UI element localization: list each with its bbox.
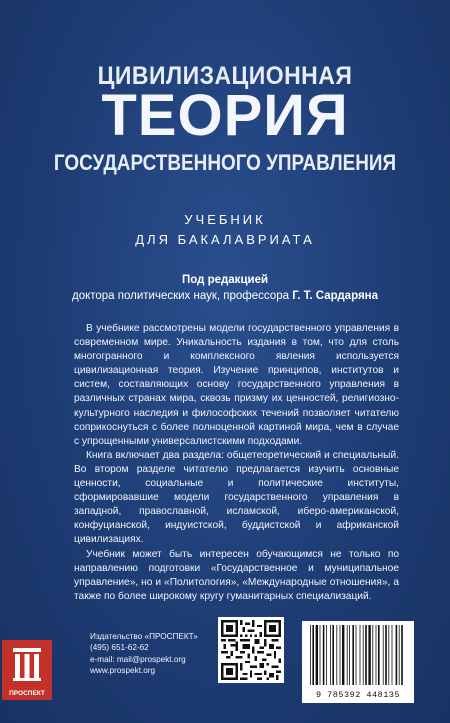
publisher-phone: (495) 651-62-62 xyxy=(90,643,149,653)
annotation-paragraph-2: Книга включает два раздела: общетеоретический и специальный. Во втором разделе читателю предлагается изучить основные ценности, социальные и политические институты, сформировавшие модели государственного управления в западной, православной, исламской, иберо-американской, конфуцианской, индуистской, буддистской и африканской цивилизациях. xyxy=(74,449,399,546)
editor-label: Под редакцией xyxy=(181,274,269,286)
qr-code xyxy=(218,617,284,683)
editor-prefix: доктора политических наук, профессора xyxy=(71,290,289,302)
barcode-digits: 9 785392 448135 xyxy=(315,690,400,700)
publisher-name: Издательство «ПРОСПЕКТ» xyxy=(90,632,198,641)
subtitle-line-2: ДЛЯ БАКАЛАВРИАТА xyxy=(135,232,315,247)
subtitle-line-1: УЧЕБНИК xyxy=(184,212,266,227)
editor-credit xyxy=(0,290,450,302)
publisher-email: e-mail: mail@prospekt.org xyxy=(90,654,186,664)
annotation-paragraph-1: В учебнике рассмотрены модели государственного управления в современном мире. Уникальность издания в том, что для столь многогранного и комплексного явления используется цивилизационная теория. Изучение принципов, институтов и систем, составляющих основу государственного управления в различных странах мира, сквозь призму их ценностей, религиозно-культурного наследия и философских течений позволяет читателю соприкоснуться с более полноценной картиной мира, чем в случае с упрощенными универсалистскими подходами. xyxy=(74,323,399,447)
isbn-barcode xyxy=(302,621,414,703)
title-line-3: ГОСУДАРСТВЕННОГО УПРАВЛЕНИЯ xyxy=(53,150,397,175)
title-line-2: ТЕОРИЯ xyxy=(101,83,349,148)
logo-text: ПРОСПЕКТ xyxy=(9,690,45,697)
publisher-site: www.prospekt.org xyxy=(90,666,156,676)
annotation-text xyxy=(74,322,399,604)
editor-name: Г. Т. Сардаряна xyxy=(292,290,378,302)
column-building-icon xyxy=(11,646,43,682)
title-line-1: ЦИВИЛИЗАЦИОННАЯ xyxy=(97,62,353,90)
publisher-info xyxy=(90,631,198,677)
qr-code-icon xyxy=(221,620,281,680)
barcode-icon xyxy=(308,625,408,687)
publisher-logo xyxy=(2,640,52,700)
annotation-paragraph-3: Учебник может быть интересен обучающимся не только по направлению подготовки «Государственное и муниципальное управление», но и «Политология», «Международные отношения», а также по более широкому кругу гуманитарных специализаций. xyxy=(74,548,399,602)
